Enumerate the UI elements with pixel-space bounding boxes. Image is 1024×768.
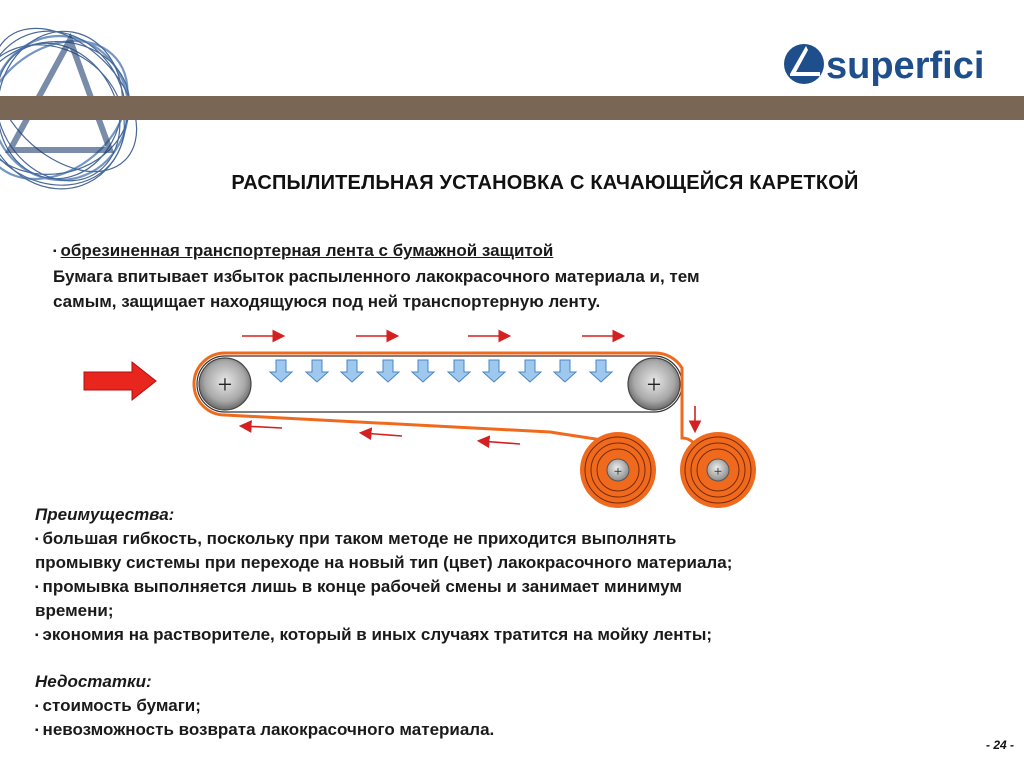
section-spacer [35, 647, 1010, 670]
intro-text-line-1: Бумага впитывает избыток распыленного лакокрасочного материала и, тем [53, 267, 700, 286]
advantages-block [35, 503, 1010, 743]
conveyor-diagram [70, 320, 780, 520]
disadvantages-heading: Недостатки: [35, 672, 152, 691]
feed-direction-arrow-icon [84, 362, 156, 400]
paper-roll-used-symbol: + [613, 464, 623, 480]
disadvantage-item: ▪ стоимость бумаги; [35, 695, 201, 715]
advantage-item-continuation: промывку системы при переходе на новый тип (цвет) лакокрасочного материала; [35, 553, 733, 572]
intro-text-line-2: самым, защищает находящуюся под ней транспортерную ленту. [53, 292, 601, 311]
brand-bar [0, 96, 1024, 120]
bullet-icon: ▪ [53, 246, 57, 257]
left-roller-symbol: + [217, 370, 233, 399]
bullet-icon: ▪ [35, 581, 39, 593]
bullet-icon: ▪ [35, 725, 39, 736]
intro-heading: обрезиненная транспортерная лента с бумажной защитой [60, 241, 554, 260]
advantage-item: ▪ промывка выполняется лишь в конце рабочей смены и занимает минимум [35, 576, 682, 596]
intro-block [53, 238, 973, 314]
bullet-icon: ▪ [35, 533, 39, 545]
bullet-icon: ▪ [35, 629, 39, 641]
paper-roll-new-symbol: + [713, 464, 723, 480]
bullet-icon: ▪ [35, 700, 39, 712]
page-number: - 24 - [985, 738, 1014, 752]
advantage-item: ▪ большая гибкость, поскольку при таком методе не приходится выполнять [35, 528, 677, 548]
right-roller-symbol: + [646, 370, 662, 399]
svg-text:superfici: superfici [826, 45, 985, 87]
advantage-item-continuation: времени; [35, 601, 114, 620]
intro-heading-line [53, 238, 973, 264]
slide-title: РАСПЫЛИТЕЛЬНАЯ УСТАНОВКА С КАЧАЮЩЕЙСЯ КАРЕТКОЙ [231, 172, 859, 194]
disadvantage-item: ▪ невозможность возврата лакокрасочного материала. [35, 720, 495, 739]
advantages-heading: Преимущества: [35, 505, 175, 524]
advantage-item: ▪ экономия на растворителе, который в иных случаях тратится на мойку ленты; [35, 624, 713, 644]
superfici-logo [780, 38, 1000, 90]
